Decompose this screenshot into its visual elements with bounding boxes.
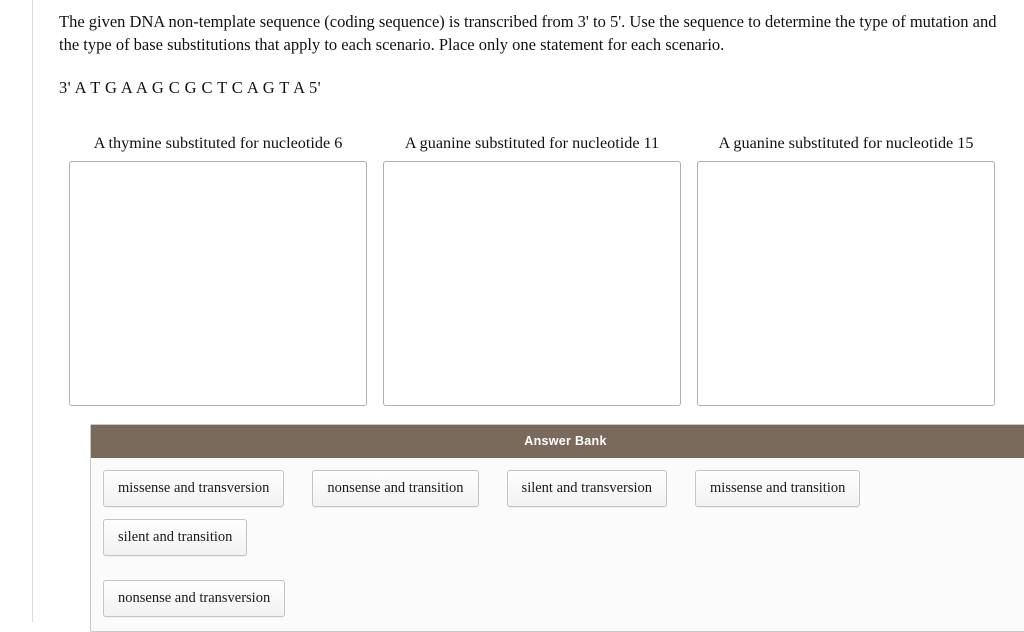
- scenario-drop-target-2[interactable]: [383, 161, 681, 406]
- answer-bank: [90, 424, 1024, 632]
- scenario-drop-target-3[interactable]: [697, 161, 995, 406]
- answer-chip[interactable]: nonsense and transition: [312, 470, 478, 507]
- answer-chip[interactable]: missense and transition: [695, 470, 860, 507]
- question-content: [33, 0, 1024, 622]
- scenario-column-2: [383, 133, 681, 406]
- scenario-column-1: [69, 133, 367, 406]
- answer-chip[interactable]: silent and transition: [103, 519, 247, 556]
- left-gutter: [0, 0, 33, 622]
- scenario-label-2: A guanine substituted for nucleotide 11: [404, 133, 660, 152]
- answer-chip[interactable]: nonsense and transversion: [103, 580, 285, 617]
- answer-chip[interactable]: missense and transversion: [103, 470, 284, 507]
- scenario-label-1: A thymine substituted for nucleotide 6: [93, 133, 343, 152]
- answer-bank-title: Answer Bank: [91, 425, 1024, 458]
- scenario-drop-area: [59, 133, 1010, 406]
- scenario-column-3: [697, 133, 995, 406]
- question-prompt: The given DNA non-template sequence (coding sequence) is transcribed from 3' to 5'. Use the sequence to determine the type of mutation and the type of base substitutions that apply to each scenario. Place only one statement for each scenario.: [59, 12, 997, 55]
- answer-chip[interactable]: silent and transversion: [507, 470, 667, 507]
- answer-bank-items: [91, 458, 1024, 631]
- scenario-drop-target-1[interactable]: [69, 161, 367, 406]
- dna-sequence: 3' A T G A A G C G C T C A G T A 5': [59, 77, 322, 97]
- scenario-label-3: A guanine substituted for nucleotide 15: [718, 133, 974, 152]
